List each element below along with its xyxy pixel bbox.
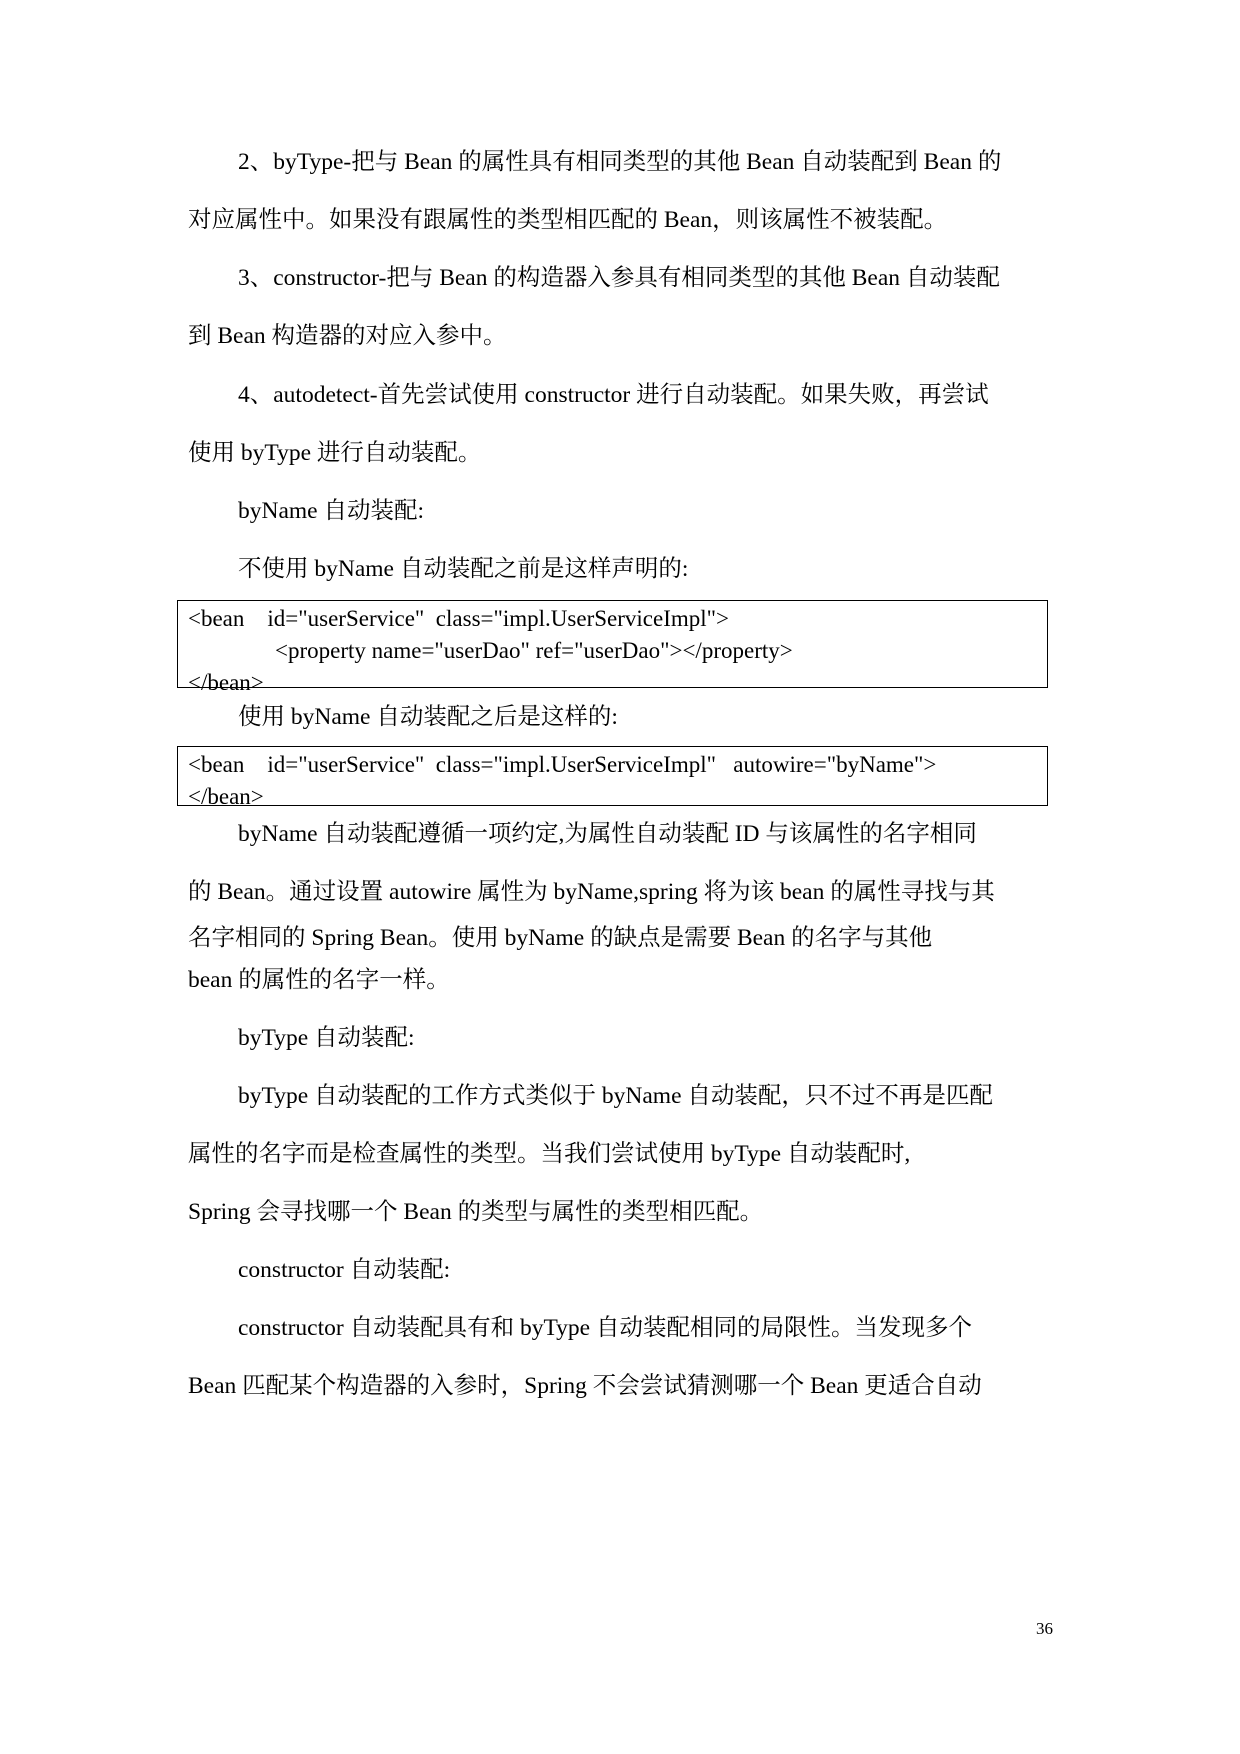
code-after-line-2: </bean>: [188, 784, 264, 809]
paragraph-byname-line-1: byName 自动装配遵循一项约定,为属性自动装配 ID 与该属性的名字相同: [238, 821, 977, 847]
paragraph-constructor-line-2: 到 Bean 构造器的对应入参中。: [188, 323, 507, 349]
paragraph-constructor-detail-line-1: constructor 自动装配具有和 byType 自动装配相同的局限性。当发现多个: [238, 1315, 972, 1341]
paragraph-byname-line-2: 的 Bean。通过设置 autowire 属性为 byName,spring 将为该 bean 的属性寻找与其: [188, 879, 995, 905]
paragraph-autodetect-line-2: 使用 byType 进行自动装配。: [188, 440, 482, 466]
paragraph-bytype-detail-line-1: byType 自动装配的工作方式类似于 byName 自动装配，只不过不再是匹配: [238, 1083, 993, 1109]
code-before-line-3: </bean>: [188, 670, 264, 695]
before-intro: 不使用 byName 自动装配之前是这样声明的:: [238, 556, 689, 582]
heading-bytype: byType 自动装配:: [238, 1025, 415, 1051]
heading-constructor: constructor 自动装配:: [238, 1257, 451, 1283]
paragraph-bytype-detail-line-3: Spring 会寻找哪一个 Bean 的类型与属性的类型相匹配。: [188, 1199, 764, 1225]
page-number: 36: [1036, 1619, 1053, 1638]
paragraph-bytype-line-2: 对应属性中。如果没有跟属性的类型相匹配的 Bean，则该属性不被装配。: [188, 207, 948, 233]
paragraph-constructor-line-1: 3、constructor-把与 Bean 的构造器入参具有相同类型的其他 Bean 自动装配: [238, 265, 1000, 291]
code-before-line-1: <bean id="userService" class="impl.UserServiceImpl">: [188, 606, 729, 631]
paragraph-byname-line-4: bean 的属性的名字一样。: [188, 967, 450, 993]
code-before-line-2: <property name="userDao" ref="userDao"></property>: [275, 638, 793, 663]
paragraph-byname-line-3: 名字相同的 Spring Bean。使用 byName 的缺点是需要 Bean 的名字与其他: [188, 925, 933, 951]
paragraph-bytype-detail-line-2: 属性的名字而是检查属性的类型。当我们尝试使用 byType 自动装配时,: [188, 1141, 911, 1167]
paragraph-bytype-line-1: 2、byType-把与 Bean 的属性具有相同类型的其他 Bean 自动装配到 Bean 的: [238, 149, 1002, 175]
code-after-line-1: <bean id="userService" class="impl.UserServiceImpl" autowire="byName">: [188, 752, 937, 777]
paragraph-autodetect-line-1: 4、autodetect-首先尝试使用 constructor 进行自动装配。如果失败，再尝试: [238, 382, 989, 408]
after-intro: 使用 byName 自动装配之后是这样的:: [238, 704, 618, 730]
paragraph-constructor-detail-line-2: Bean 匹配某个构造器的入参时，Spring 不会尝试猜测哪一个 Bean 更适合自动: [188, 1373, 982, 1399]
code-block-after: [177, 746, 1048, 809]
code-block-before: [177, 600, 1048, 695]
heading-byname: byName 自动装配:: [238, 498, 425, 524]
